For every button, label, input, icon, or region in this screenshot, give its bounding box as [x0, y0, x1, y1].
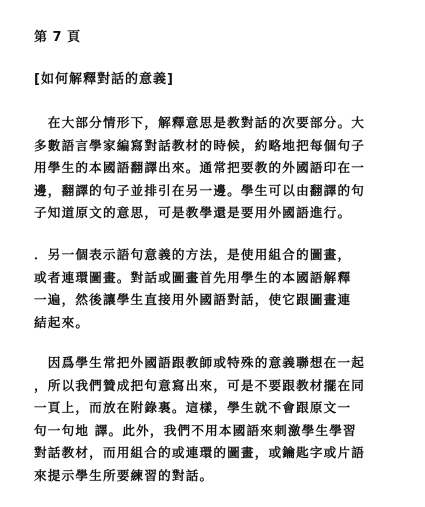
paragraph-line: 結起來。	[34, 314, 90, 330]
paragraph-line: 或者連環圖畫。對話或圖畫首先用學生的本國語解釋	[34, 269, 352, 285]
paragraph-line: 用學生的本國語翻譯出來。通常把要教的外國語印在一	[34, 160, 366, 175]
paragraph-line: 子知道原文的意思，可是教學還是要用外國語進行。	[34, 205, 352, 220]
paragraph-line: ，所以我們贊成把句意寫出來，可是不要跟教材擺在同	[34, 377, 366, 393]
paragraph-line: 來提示學生所要練習的對話。	[34, 467, 214, 483]
paragraph-line: 一頁上，而放在附錄裏。這樣，學生就不會跟原文一	[34, 400, 352, 415]
paragraph-2	[34, 244, 406, 334]
page-number-header: 第 7 頁	[34, 30, 81, 45]
paragraph-line: 句一句地 譯。此外，我們不用本國語來刺激學生學習	[34, 422, 357, 438]
paragraph-line: 多數語言學家編寫對話教材的時候，約略地把每個句子	[34, 137, 366, 153]
section-title: [如何解釋對話的意義]	[34, 72, 174, 87]
paragraph-1	[34, 112, 406, 225]
paragraph-line: 因爲學生常把外國語跟教師或特殊的意義聯想在一起	[34, 355, 366, 370]
paragraph-line: ．另一個表示語句意義的方法，是使用組合的圖畫，	[34, 247, 352, 262]
paragraph-3	[34, 352, 406, 487]
paragraph-line: 一遍，然後讓學生直接用外國語對話，使它跟圖畫連	[34, 292, 352, 307]
paragraph-line: 對話教材，而用組合的或連環的圖畫，或鑰匙字或片語	[34, 445, 366, 460]
paragraph-line: 邊，翻譯的句子並排引在另一邊。學生可以由翻譯的句	[34, 182, 366, 198]
paragraph-line: 在大部分情形下，解釋意思是教對話的次要部分。大	[34, 115, 366, 130]
